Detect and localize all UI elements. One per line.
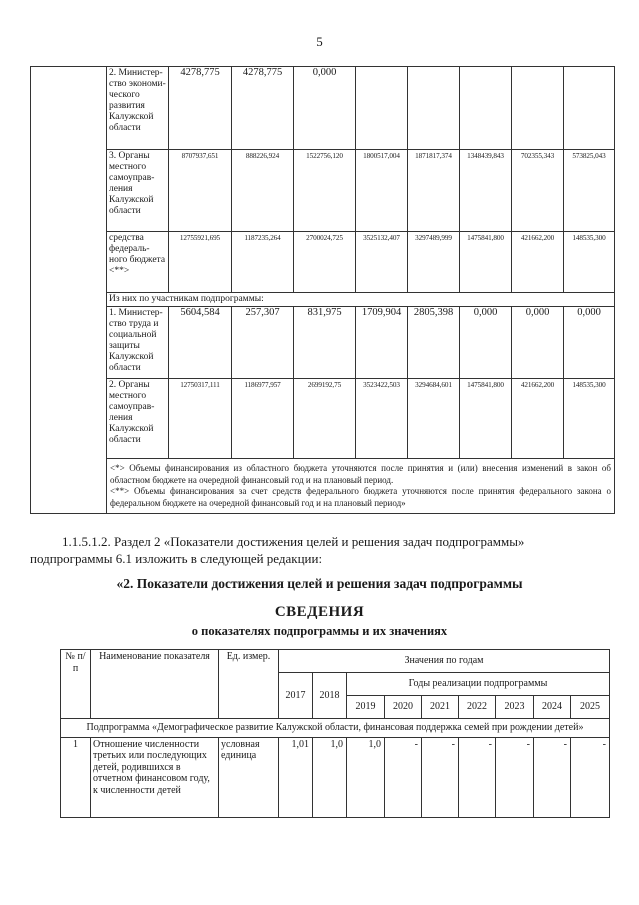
row-label: 1. Министер-ство труда и социальной защиты Калужской области xyxy=(107,307,169,379)
header-year: 2023 xyxy=(496,696,534,719)
value-cell: 12755921,695 xyxy=(169,232,232,293)
amendment-paragraph xyxy=(30,533,610,567)
indicator-value: 1,0 xyxy=(313,737,347,817)
table-row xyxy=(31,67,615,150)
value-cell: 888226,924 xyxy=(232,150,294,232)
value-cell: 1871817,374 xyxy=(408,150,460,232)
indicator-value: - xyxy=(385,737,422,817)
footnote-1: <*> Объемы финансирования из областного бюджета уточняются после принятия и (или) внесения изменений в закон об областном бюджете на очередной финансовый год и на плановый период. xyxy=(110,463,611,485)
indicator-value: - xyxy=(422,737,459,817)
value-cell: 3294684,601 xyxy=(408,379,460,459)
value-cell: 1186977,957 xyxy=(232,379,294,459)
value-cell: 3525132,407 xyxy=(356,232,408,293)
value-cell xyxy=(356,67,408,150)
value-cell: 148535,300 xyxy=(564,379,615,459)
header-year: 2021 xyxy=(422,696,459,719)
leading-blank-cell xyxy=(31,67,107,514)
row-label: 3. Органы местного самоуправ-ления Калужской области xyxy=(107,150,169,232)
indicator-value: - xyxy=(571,737,610,817)
value-cell: 421662,200 xyxy=(512,379,564,459)
value-cell: 573825,043 xyxy=(564,150,615,232)
header-plan-years: Годы реализации подпрограммы xyxy=(347,673,610,696)
indicator-row xyxy=(61,737,610,817)
header-year: 2020 xyxy=(385,696,422,719)
value-cell xyxy=(460,67,512,150)
value-cell: 0,000 xyxy=(512,307,564,379)
header-year: 2017 xyxy=(279,673,313,719)
footnotes xyxy=(107,459,615,514)
row-label: 2. Министер-ство экономи-ческого развития Калужской области xyxy=(107,67,169,150)
value-cell: 421662,200 xyxy=(512,232,564,293)
indicator-value: 1,01 xyxy=(279,737,313,817)
svedeniya-title: СВЕДЕНИЯ xyxy=(274,604,365,620)
value-cell: 1348439,843 xyxy=(460,150,512,232)
table-row xyxy=(31,232,615,293)
financing-table xyxy=(30,66,615,514)
value-cell: 0,000 xyxy=(460,307,512,379)
value-cell: 3297489,999 xyxy=(408,232,460,293)
value-cell: 8707937,651 xyxy=(169,150,232,232)
value-cell: 5604,584 xyxy=(169,307,232,379)
value-cell: 2699192,75 xyxy=(294,379,356,459)
participants-header-row xyxy=(31,293,615,307)
svedeniya-subtitle: о показателях подпрограммы и их значениях xyxy=(191,624,448,638)
table-row xyxy=(31,150,615,232)
value-cell: 0,000 xyxy=(294,67,356,150)
indicator-num: 1 xyxy=(61,737,91,817)
value-cell: 2700024,725 xyxy=(294,232,356,293)
header-year: 2018 xyxy=(313,673,347,719)
row-label: 2. Органы местного самоуправ-ления Калужской области xyxy=(107,379,169,459)
indicator-unit: условная единица xyxy=(219,737,279,817)
indicator-value: - xyxy=(534,737,571,817)
header-year: 2024 xyxy=(534,696,571,719)
indicators-table xyxy=(60,649,610,818)
indicator-value: - xyxy=(496,737,534,817)
value-cell xyxy=(564,67,615,150)
table-row xyxy=(31,307,615,379)
value-cell: 12750317,111 xyxy=(169,379,232,459)
header-unit: Ед. измер. xyxy=(219,650,279,719)
value-cell: 148535,300 xyxy=(564,232,615,293)
value-cell: 257,307 xyxy=(232,307,294,379)
paragraph-line-2: подпрограммы 6.1 изложить в следующей редакции: xyxy=(30,551,323,566)
value-cell: 2805,398 xyxy=(408,307,460,379)
value-cell: 4278,775 xyxy=(169,67,232,150)
paragraph-line-1: 1.1.5.1.2. Раздел 2 «Показатели достижения целей и решения задач подпрограммы» xyxy=(62,534,525,549)
value-cell: 0,000 xyxy=(564,307,615,379)
value-cell: 3523422,503 xyxy=(356,379,408,459)
value-cell: 702355,343 xyxy=(512,150,564,232)
page-number: 5 xyxy=(316,34,323,49)
header-num: № п/п xyxy=(61,650,91,719)
value-cell xyxy=(408,67,460,150)
value-cell: 1800517,004 xyxy=(356,150,408,232)
value-cell: 1709,904 xyxy=(356,307,408,379)
indicator-name: Отношение численности третьих или последующих детей, родившихся в отчетном финансовом году, к численности детей xyxy=(91,737,219,817)
value-cell: 1187235,264 xyxy=(232,232,294,293)
subprogram-row: Подпрограмма «Демографическое развитие Калужской области, финансовая поддержка семей при рождении детей» xyxy=(61,719,610,738)
header-values-by-year: Значения по годам xyxy=(279,650,610,673)
footnote-row xyxy=(31,459,615,514)
value-cell: 831,975 xyxy=(294,307,356,379)
indicator-value: 1,0 xyxy=(347,737,385,817)
table-row xyxy=(31,379,615,459)
header-year: 2022 xyxy=(459,696,496,719)
value-cell: 1475841,800 xyxy=(460,379,512,459)
value-cell: 1522756,120 xyxy=(294,150,356,232)
row-label: средства федераль-ного бюджета <**> xyxy=(107,232,169,293)
footnote-2: <**> Объемы финансирования за счет средств федерального бюджета уточняются после принятия федерального закона о федеральном бюджете на очередной финансовый год и на плановый период» xyxy=(110,486,611,508)
value-cell: 4278,775 xyxy=(232,67,294,150)
participants-header: Из них по участникам подпрограммы: xyxy=(107,293,615,307)
header-year: 2025 xyxy=(571,696,610,719)
section-heading: «2. Показатели достижения целей и решения задач подпрограммы xyxy=(116,576,523,591)
header-name: Наименование показателя xyxy=(91,650,219,719)
value-cell xyxy=(512,67,564,150)
indicator-value: - xyxy=(459,737,496,817)
value-cell: 1475841,800 xyxy=(460,232,512,293)
header-year: 2019 xyxy=(347,696,385,719)
